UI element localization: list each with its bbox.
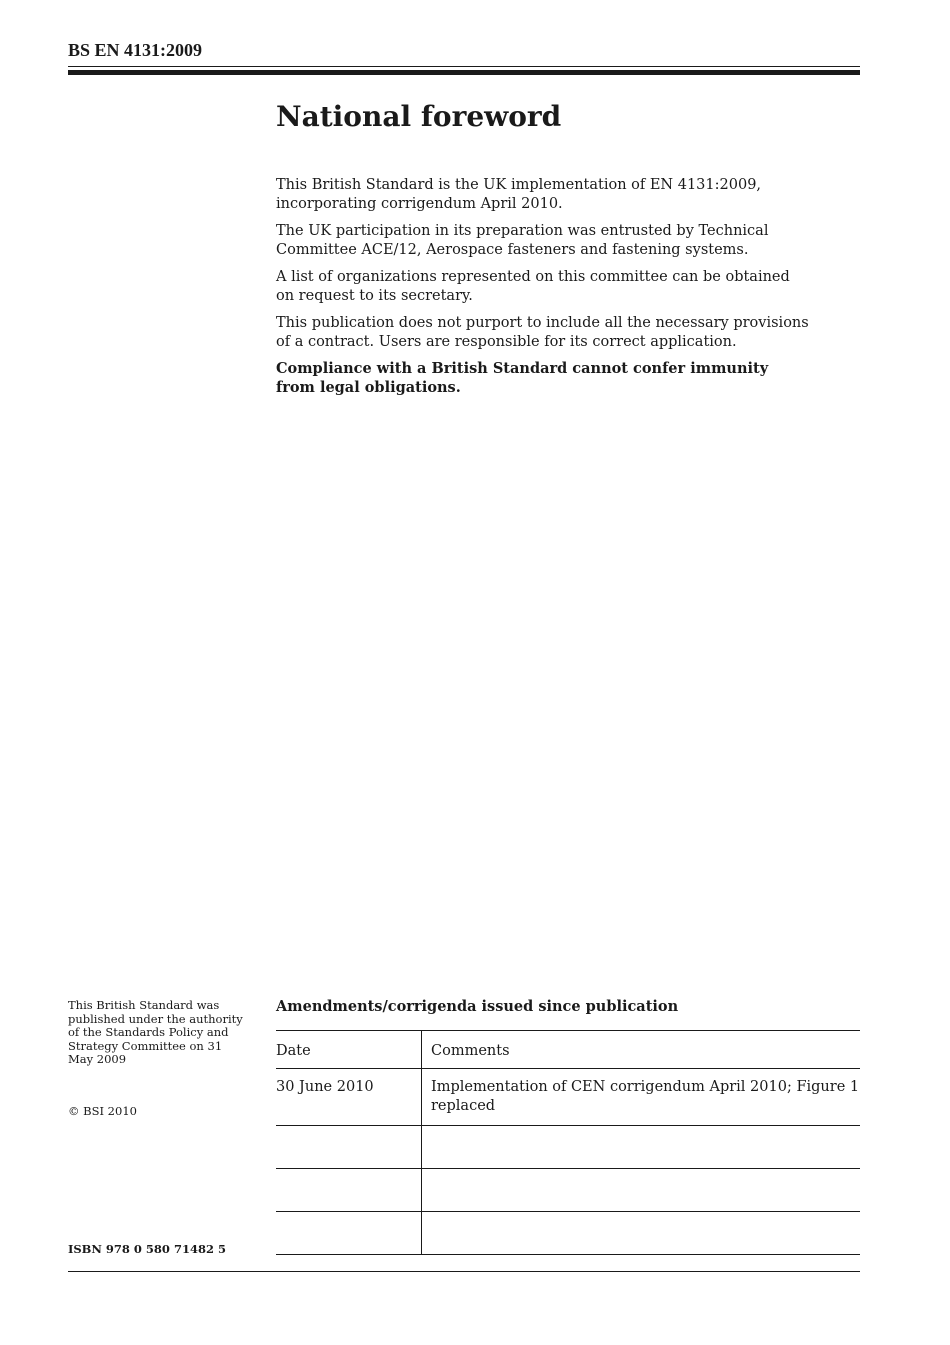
column-header-comments: Comments bbox=[422, 1031, 861, 1069]
document-id: BS EN 4131:2009 bbox=[68, 40, 203, 60]
header-rule-thin bbox=[68, 66, 860, 67]
empty-cell bbox=[422, 1126, 861, 1169]
column-header-date: Date bbox=[276, 1031, 422, 1069]
foreword-paragraph: This British Standard is the UK implementation of EN 4131:2009, incorporating corrigendum April 2010. bbox=[276, 177, 762, 212]
foreword-paragraph: The UK participation in its preparation was entrusted by Technical Committee ACE/12, Aerospace fasteners and fastening systems. bbox=[276, 223, 769, 258]
empty-cell bbox=[276, 1169, 422, 1212]
empty-cell bbox=[276, 1212, 422, 1255]
isbn: ISBN 978 0 580 71482 5 bbox=[68, 1242, 226, 1256]
footer-rule bbox=[68, 1271, 860, 1272]
table-row-empty bbox=[276, 1126, 860, 1169]
table-header-row bbox=[276, 1031, 860, 1069]
page-title: National foreword bbox=[276, 100, 562, 133]
empty-cell bbox=[422, 1212, 861, 1255]
amendment-comments: Implementation of CEN corrigendum April 2010; Figure 1 replaced bbox=[422, 1069, 861, 1126]
empty-cell bbox=[276, 1126, 422, 1169]
header-rule-thick bbox=[68, 70, 860, 75]
table-row-empty bbox=[276, 1212, 860, 1255]
foreword-paragraph: A list of organizations represented on this committee can be obtained on request to its secretary. bbox=[276, 269, 790, 304]
publication-note: This British Standard was published under the authority of the Standards Policy and Strategy Committee on 31 May 2009 bbox=[68, 998, 243, 1066]
foreword-body bbox=[276, 176, 811, 406]
amendments-title: Amendments/corrigenda issued since publication bbox=[276, 998, 679, 1015]
amendments-table bbox=[276, 1030, 860, 1255]
table-row bbox=[276, 1069, 860, 1126]
empty-cell bbox=[422, 1169, 861, 1212]
copyright-notice: © BSI 2010 bbox=[68, 1104, 137, 1118]
table-row-empty bbox=[276, 1169, 860, 1212]
foreword-paragraph: This publication does not purport to include all the necessary provisions of a contract. Users are responsible for its correct application. bbox=[276, 315, 809, 350]
compliance-note: Compliance with a British Standard cannot confer immunity from legal obligations. bbox=[276, 360, 769, 396]
amendment-date: 30 June 2010 bbox=[276, 1069, 422, 1126]
